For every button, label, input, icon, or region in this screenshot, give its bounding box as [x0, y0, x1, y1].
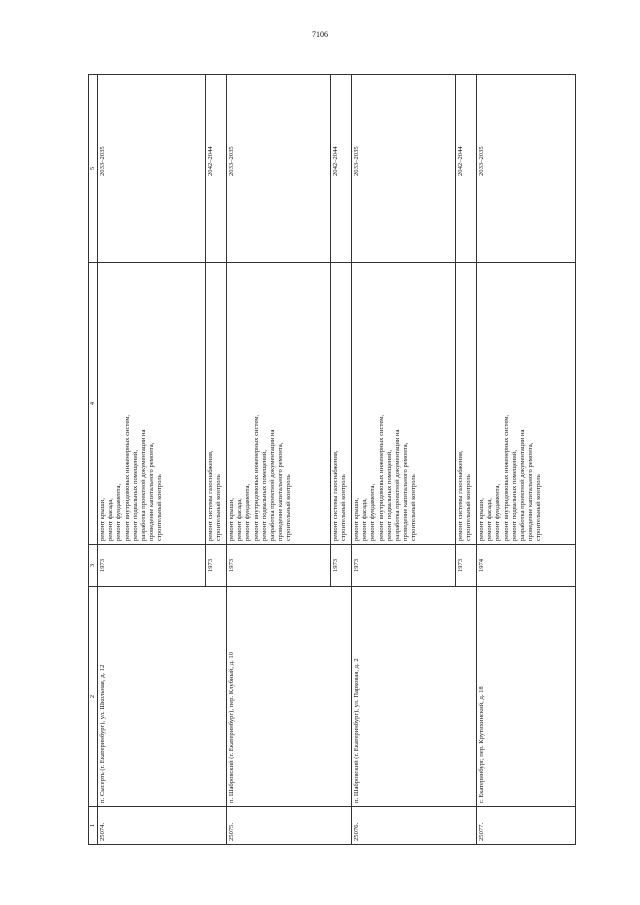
column-header: 4 — [89, 263, 98, 545]
column-header: 1 — [89, 807, 98, 845]
work-list: ремонт крыши, ремонт фасада, ремонт фундамента, ремонт внутридомовых инженерных систем, ремонт подвальных помещений, разработка проектной документации на проведение капитального ремонта, строительный контроль — [98, 263, 206, 545]
work-list: ремонт крыши, ремонт фасада, ремонт фундамента, ремонт внутридомовых инженерных систем, ремонт подвальных помещений, разработка проектной документации на проведение капитального ремонта, строительный контроль — [352, 263, 456, 545]
repair-period: 2033–2035 — [352, 75, 456, 263]
rotated-table-frame — [88, 75, 576, 845]
repair-period: 2042–2044 — [206, 75, 227, 263]
work-list: ремонт крыши, ремонт фасада, ремонт фундамента, ремонт внутридомовых инженерных систем, ремонт подвальных помещений, разработка проектной документации на проведение капитального ремонта, строительный контроль — [227, 263, 331, 545]
page-number: 7106 — [312, 30, 328, 39]
record-address: п. Шабровский (г. Екатеринбург), ул. Парковая, д. 2 — [352, 587, 477, 807]
table-row — [352, 75, 456, 845]
column-header: 3 — [89, 545, 98, 587]
work-list: ремонт системы газоснабжения, строительный контроль — [456, 263, 477, 545]
table-row — [227, 75, 331, 845]
record-id: 25076. — [352, 807, 477, 845]
construction-year: 1973 — [227, 545, 331, 587]
record-address: г. Екатеринбург, пер. Крутихинский, д. 18 — [477, 587, 576, 807]
record-id: 25077. — [477, 807, 576, 845]
work-list: ремонт крыши, ремонт фасада, ремонт фундамента, ремонт внутридомовых инженерных систем, ремонт подвальных помещений, разработка проектной документации на проведение капитального ремонта, строительный контроль — [477, 263, 576, 545]
repair-period: 2042–2044 — [456, 75, 477, 263]
record-address: п. Шабровский (г. Екатеринбург), пер. Клубный, д. 10 — [227, 587, 352, 807]
record-id: 25074. — [98, 807, 227, 845]
repair-schedule-table — [88, 74, 576, 845]
construction-year: 1973 — [352, 545, 456, 587]
record-id: 25075. — [227, 807, 352, 845]
construction-year: 1973 — [456, 545, 477, 587]
column-header: 5 — [89, 75, 98, 263]
record-address: п. Сысерть (г. Екатеринбург), ул. Школьная, д. 12 — [98, 587, 227, 807]
work-list: ремонт системы газоснабжения, строительный контроль — [331, 263, 352, 545]
construction-year: 1973 — [98, 545, 206, 587]
repair-period: 2033–2035 — [98, 75, 206, 263]
repair-period: 2033–2035 — [227, 75, 331, 263]
column-header: 2 — [89, 587, 98, 807]
repair-period: 2042–2044 — [331, 75, 352, 263]
repair-period: 2033–2035 — [477, 75, 576, 263]
column-number-row — [89, 75, 98, 845]
table-row — [477, 75, 576, 845]
table-row — [98, 75, 206, 845]
construction-year: 1973 — [331, 545, 352, 587]
construction-year: 1974 — [477, 545, 576, 587]
work-list: ремонт системы газоснабжения, строительный контроль — [206, 263, 227, 545]
construction-year: 1973 — [206, 545, 227, 587]
